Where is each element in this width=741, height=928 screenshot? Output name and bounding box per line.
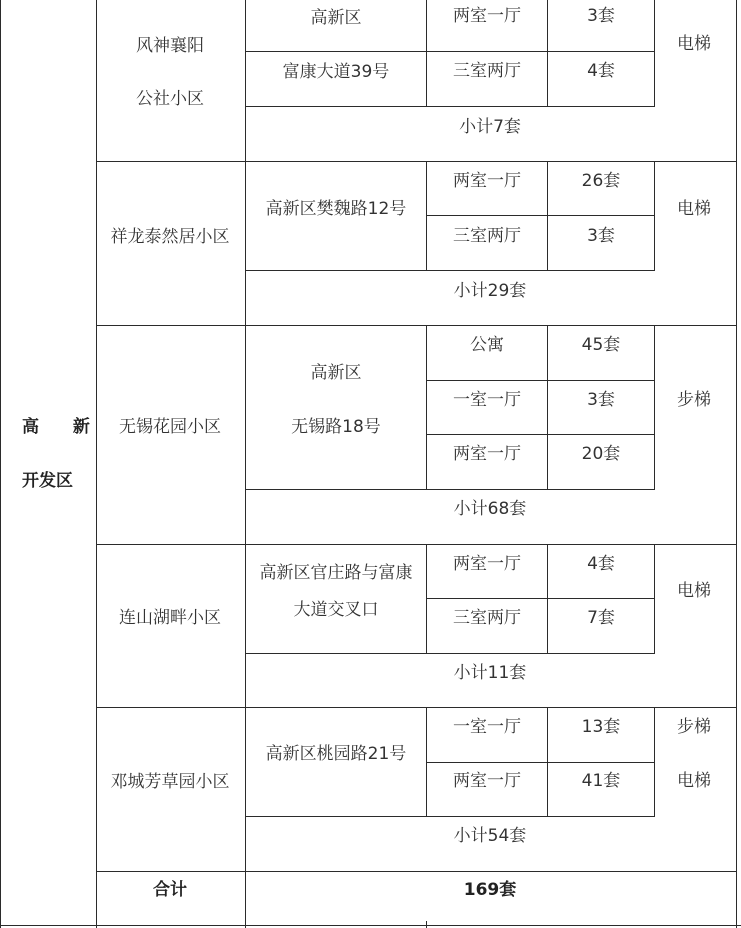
col-rule [426, 921, 427, 928]
unit-type: 三室两厅 [453, 608, 521, 628]
row-rule [96, 707, 737, 708]
unit-count: 20套 [581, 444, 621, 464]
community-name: 风神襄阳 [136, 36, 204, 56]
access-type: 电梯 [677, 34, 711, 54]
col-rule [245, 0, 246, 928]
subtotal: 小计7套 [459, 117, 521, 137]
row-rule [426, 380, 655, 381]
unit-count: 3套 [587, 226, 615, 246]
unit-count: 26套 [581, 171, 621, 191]
community-address: 高新区桃园路21号 [265, 744, 407, 764]
community-address: 高新区 [310, 363, 362, 383]
row-rule [426, 762, 655, 763]
total-value: 169套 [463, 880, 517, 900]
unit-count: 45套 [581, 335, 621, 355]
unit-type: 两室一厅 [453, 6, 521, 26]
row-rule [96, 544, 737, 545]
unit-type: 两室一厅 [453, 444, 521, 464]
unit-count: 3套 [587, 390, 615, 410]
unit-count: 3套 [587, 6, 615, 26]
col-rule [547, 0, 548, 107]
community-address: 大道交叉口 [293, 600, 379, 620]
row-rule [245, 270, 655, 271]
row-rule [96, 871, 737, 872]
subtotal: 小计29套 [453, 281, 527, 301]
row-rule [96, 325, 737, 326]
access-type: 电梯 [677, 581, 711, 601]
community-name: 祥龙泰然居小区 [110, 227, 230, 247]
col-rule [0, 0, 1, 928]
unit-type: 一室一厅 [453, 390, 521, 410]
col-rule [654, 0, 655, 107]
unit-type: 一室一厅 [453, 717, 521, 737]
unit-count: 41套 [581, 771, 621, 791]
row-rule [245, 653, 655, 654]
unit-type: 两室一厅 [453, 771, 521, 791]
district-label: 开发区 [22, 471, 73, 491]
access-type: 步梯 [677, 717, 711, 737]
row-rule [426, 598, 655, 599]
row-rule [245, 816, 655, 817]
col-rule [654, 707, 655, 817]
col-rule [547, 707, 548, 817]
col-rule [547, 544, 548, 654]
col-rule [654, 325, 655, 490]
unit-type: 三室两厅 [453, 61, 521, 81]
community-name: 邓城芳草园小区 [110, 772, 230, 792]
community-address: 高新区 [310, 8, 362, 28]
col-rule [426, 0, 427, 107]
unit-count: 4套 [587, 554, 615, 574]
col-rule [426, 161, 427, 271]
access-type: 步梯 [677, 390, 711, 410]
community-address: 富康大道39号 [282, 62, 390, 82]
total-label: 合计 [153, 880, 187, 900]
unit-type: 两室一厅 [453, 171, 521, 191]
row-rule [245, 51, 655, 52]
district-label: 高 新 [22, 417, 104, 437]
col-rule [654, 161, 655, 271]
unit-type: 两室一厅 [453, 554, 521, 574]
community-address: 无锡路18号 [291, 417, 381, 437]
col-rule [547, 161, 548, 271]
col-rule [426, 544, 427, 654]
row-rule [426, 215, 655, 216]
community-address: 高新区樊魏路12号 [265, 199, 407, 219]
col-rule [547, 325, 548, 490]
unit-count: 7套 [587, 608, 615, 628]
unit-count: 4套 [587, 61, 615, 81]
access-type: 电梯 [677, 771, 711, 791]
row-rule [0, 925, 741, 926]
col-rule [426, 707, 427, 817]
row-rule [245, 106, 655, 107]
community-address: 高新区官庄路与富康 [259, 563, 413, 583]
col-rule [96, 0, 97, 928]
community-name: 无锡花园小区 [119, 417, 221, 437]
row-rule [245, 489, 655, 490]
access-type: 电梯 [677, 199, 711, 219]
unit-type: 三室两厅 [453, 226, 521, 246]
row-rule [426, 434, 655, 435]
community-name: 公社小区 [136, 89, 204, 109]
unit-count: 13套 [581, 717, 621, 737]
community-name: 连山湖畔小区 [119, 608, 221, 628]
col-rule [654, 544, 655, 654]
col-rule [426, 325, 427, 490]
subtotal: 小计68套 [453, 499, 527, 519]
row-rule [96, 161, 737, 162]
subtotal: 小计11套 [453, 663, 527, 683]
subtotal: 小计54套 [453, 826, 527, 846]
col-rule [736, 0, 737, 928]
unit-type: 公寓 [470, 335, 504, 355]
